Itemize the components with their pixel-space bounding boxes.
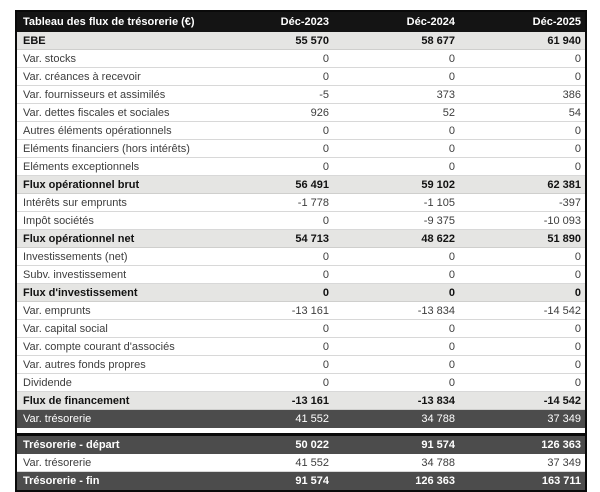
cell-value: 0 [322,322,329,335]
table-row [17,454,585,472]
cell-value: 0 [448,358,455,371]
cell-value: -5 [319,88,329,101]
row-label: Autres éléments opérationnels [23,124,172,137]
table-row [17,266,585,284]
cell-value: 0 [574,142,581,155]
cell-value: 0 [448,124,455,137]
cell-value: 0 [448,322,455,335]
cell-value: 0 [322,358,329,371]
table-title: Tableau des flux de trésorerie (€) [23,16,195,28]
cell-value: -13 834 [417,394,455,407]
cell-value: 58 677 [421,34,455,47]
row-label: Var. fournisseurs et assimilés [23,88,166,101]
table-row [17,392,585,410]
cell-value: 0 [574,250,581,263]
row-label: Var. capital social [23,322,108,335]
cell-value: 0 [322,52,329,65]
cell-value: 0 [448,142,455,155]
row-label: Investissements (net) [23,250,128,263]
table-row [17,50,585,68]
cell-value: 0 [322,70,329,83]
cell-value: -14 542 [543,304,581,317]
row-label: Var. compte courant d'associés [23,340,175,353]
cell-value: 0 [448,268,455,281]
table-row [17,302,585,320]
cell-value: 0 [574,358,581,371]
row-label: Var. dettes fiscales et sociales [23,106,170,119]
table-row [17,374,585,392]
table-row [17,32,585,50]
cell-value: 0 [322,250,329,263]
row-label: Trésorerie - fin [23,475,100,487]
table-summary [17,436,585,490]
cell-value: 0 [574,268,581,281]
cell-value: 37 349 [547,413,581,425]
cell-value: -13 161 [291,394,329,407]
table-header-row [17,12,585,32]
cell-value: 0 [448,52,455,65]
row-label: Var. créances à recevoir [23,70,141,83]
cell-value: 54 [568,106,581,119]
cell-value: 0 [322,268,329,281]
cell-value: 0 [574,124,581,137]
table-row [17,212,585,230]
row-label: Flux d'investissement [23,286,138,299]
row-label: Var. stocks [23,52,76,65]
cell-value: 0 [574,322,581,335]
row-label: EBE [23,34,46,47]
row-label: Eléments exceptionnels [23,160,140,173]
cell-value: 126 363 [415,475,455,487]
cell-value: 55 570 [295,34,329,47]
cell-value: -9 375 [423,214,455,227]
row-label: Eléments financiers (hors intérêts) [23,142,190,155]
cell-value: 51 890 [547,232,581,245]
cell-value: 41 552 [295,413,329,425]
row-label: Subv. investissement [23,268,127,281]
cell-value: 91 574 [295,475,329,487]
cell-value: 52 [442,106,455,119]
table-row [17,140,585,158]
cell-value: 41 552 [295,456,329,469]
column-header-dec-2025: Déc-2025 [532,16,581,28]
cell-value: 62 381 [547,178,581,191]
cell-value: 0 [448,160,455,173]
cell-value: 0 [448,340,455,353]
cell-value: 0 [448,250,455,263]
table-row [17,158,585,176]
cell-value: 0 [448,286,455,299]
cell-value: 61 940 [547,34,581,47]
row-label: Flux opérationnel net [23,232,135,245]
cell-value: 0 [574,70,581,83]
row-label: Impôt sociétés [23,214,94,227]
table-row [17,122,585,140]
cell-value: 0 [322,340,329,353]
table-row [17,472,585,490]
cell-value: -13 834 [417,304,455,317]
table-row [17,320,585,338]
table-body [17,32,585,428]
cell-value: 0 [322,286,329,299]
cell-value: 0 [322,160,329,173]
row-label: Flux opérationnel brut [23,178,140,191]
cell-value: 126 363 [541,439,581,451]
cell-value: 91 574 [421,439,455,451]
cell-value: 37 349 [547,456,581,469]
cell-value: -14 542 [543,394,581,407]
cell-value: 0 [448,376,455,389]
cell-value: 34 788 [421,413,455,425]
cell-value: -1 778 [297,196,329,209]
cell-value: 926 [310,106,329,119]
cell-value: 0 [448,70,455,83]
cell-value: 59 102 [421,178,455,191]
row-label: Flux de financement [23,394,130,407]
row-label: Var. trésorerie [23,413,92,425]
cell-value: 48 622 [421,232,455,245]
cell-value: -397 [558,196,581,209]
table-row [17,248,585,266]
table-row [17,68,585,86]
row-label: Dividende [23,376,72,389]
cell-value: 0 [574,286,581,299]
table-row [17,86,585,104]
table-row [17,194,585,212]
cell-value: 34 788 [421,456,455,469]
table-row [17,338,585,356]
cell-value: 56 491 [295,178,329,191]
cell-value: -10 093 [543,214,581,227]
row-label: Var. trésorerie [23,456,92,469]
cell-value: 373 [436,88,455,101]
column-header-dec-2024: Déc-2024 [406,16,455,28]
cell-value: 386 [562,88,581,101]
row-label: Var. autres fonds propres [23,358,146,371]
row-label: Intérêts sur emprunts [23,196,127,209]
cash-flow-table [15,10,587,492]
table-row [17,176,585,194]
cell-value: 54 713 [295,232,329,245]
column-header-dec-2023: Déc-2023 [280,16,329,28]
cell-value: 50 022 [295,439,329,451]
cell-value: 0 [574,340,581,353]
cell-value: 0 [322,214,329,227]
cell-value: -13 161 [291,304,329,317]
table-row [17,104,585,122]
table-row [17,284,585,302]
cell-value: 0 [322,142,329,155]
cell-value: 0 [574,52,581,65]
cell-value: 0 [574,376,581,389]
table-row [17,230,585,248]
row-label: Trésorerie - départ [23,439,120,451]
row-label: Var. emprunts [23,304,91,317]
cell-value: 0 [322,124,329,137]
table-row [17,436,585,454]
cell-value: -1 105 [423,196,455,209]
table-row [17,410,585,428]
cell-value: 0 [574,160,581,173]
cell-value: 163 711 [541,475,581,487]
table-row [17,356,585,374]
cell-value: 0 [322,376,329,389]
